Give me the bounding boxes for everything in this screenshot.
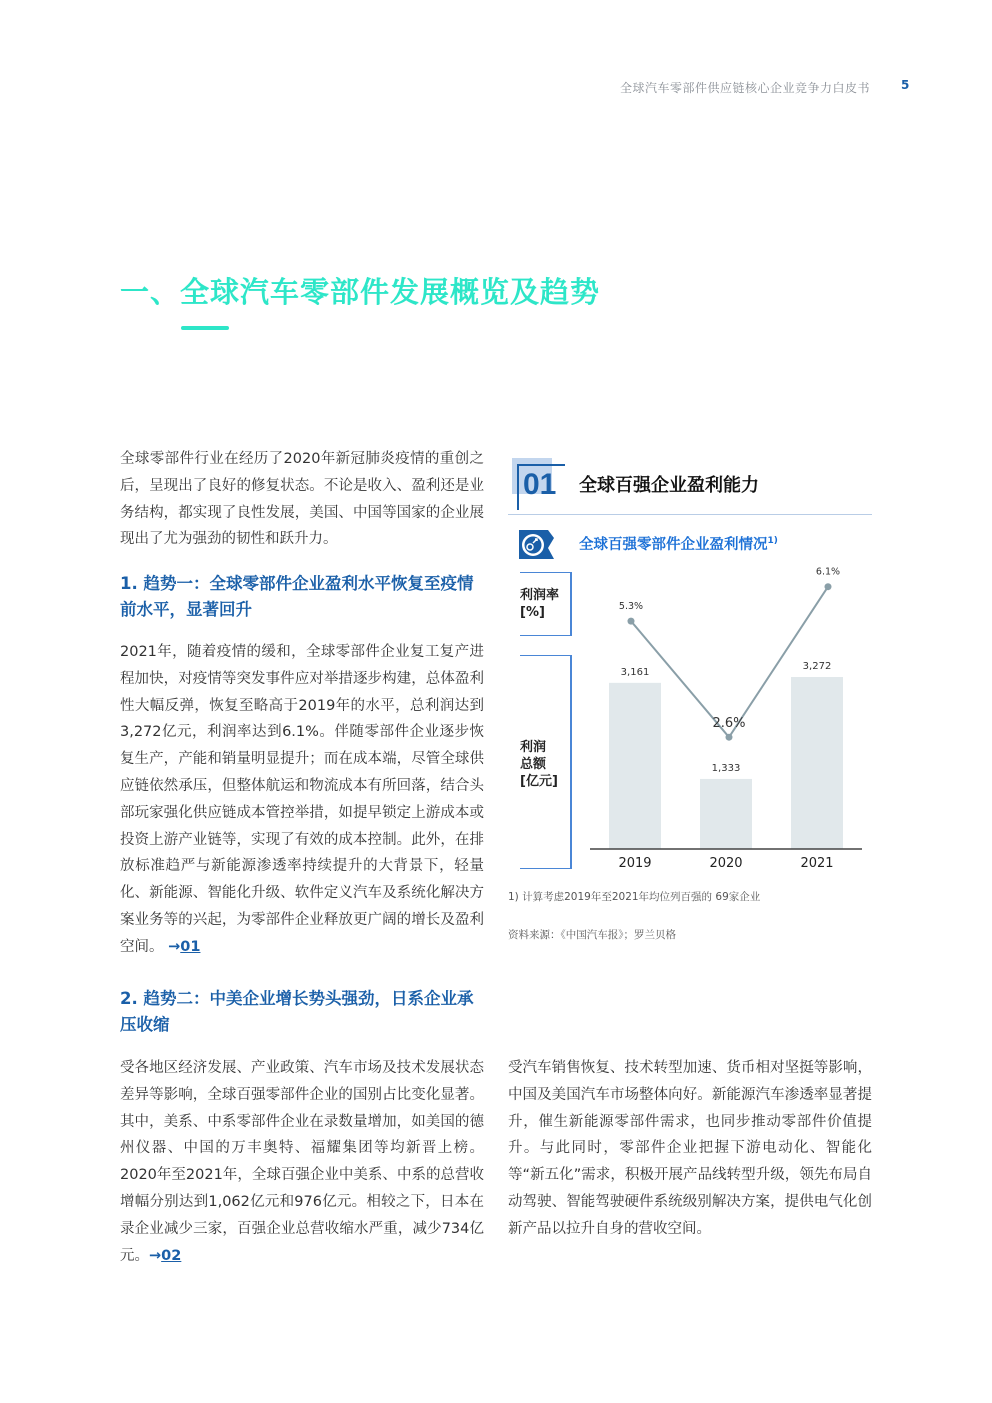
bar-label-2021: 3,272 (802, 661, 832, 672)
profit-chart (590, 560, 870, 875)
title-underline (181, 326, 229, 330)
document-title: 全球汽车零部件供应链核心企业竞争力白皮书 (619, 81, 870, 95)
page-number: 5 (901, 78, 910, 92)
rate-label-2020: 2.6% (712, 716, 746, 732)
x-tick-2020: 2020 (709, 856, 743, 871)
x-tick-2021: 2021 (800, 856, 834, 871)
rate-label-2021: 6.1% (815, 566, 841, 578)
section-title: 全球百强企业盈利能力 (579, 475, 759, 496)
trend2-text: 受各地区经济发展、产业政策、汽车市场及技术发展状态差异等影响，全球百强零部件企业的国别占比变化显著。其中，美系、中系零部件企业在录数量增加，如美国的德州仪器、中国的万丰奥特、福耀集团等均新晋上榜。2020年至2021年，全球百强企业中美系、中系的总营收增幅分别达到1,062亿元和976亿元。相较之下，日本在录企业减少三家，百强企业总营收缩水严重，减少734亿元。 (120, 1060, 484, 1264)
rate-label-2019: 5.3% (618, 601, 644, 613)
link-01-label: 01 (180, 938, 201, 955)
section-number: 01 (523, 468, 557, 501)
y-label-rate-text: 利润率[%] (520, 588, 560, 620)
right-paragraph: 受汽车销售恢复、技术转型加速、货币相对坚挺等影响，中国及美国汽车市场整体向好。新能源汽车渗透率显著提升，催生新能源零部件需求，也同步推动零部件价值提升。与此同时，零部件企业把握下游电动化、智能化等“新五化”需求，积极开展产品线转型升级，领先布局自动驾驶、智能驾驶硬件系统级别解决方案，提供电气化创新产品以拉升自身的营收空间。 (508, 1060, 872, 1237)
y-label-rate (520, 572, 572, 636)
arrow-right-icon: → (168, 938, 181, 955)
trend1-paragraph (120, 639, 484, 961)
link-01[interactable] (168, 939, 200, 955)
chart-source: 资料来源：《中国汽车报》；罗兰贝格 (508, 929, 676, 941)
arrow-right-icon: → (149, 1247, 162, 1264)
chart-footnote: 1) 计算考虑2019年至2021年均位列百强的 69家企业 (508, 891, 761, 903)
y-label-profit-line3: [亿元] (520, 774, 558, 789)
section-divider (508, 514, 872, 515)
trend2-heading: 2. 趋势二：中美企业增长势头强劲，日系企业承压收缩 (120, 989, 474, 1034)
chart-folder-icon (518, 528, 556, 560)
chart-title (579, 533, 778, 554)
bar-2019 (609, 683, 661, 849)
bar-2021 (791, 677, 843, 849)
link-02[interactable] (149, 1248, 181, 1264)
rate-point-2020 (726, 734, 733, 741)
chart-title-footnote-ref: 1) (767, 536, 778, 547)
x-tick-2019: 2019 (618, 856, 652, 871)
trend2-paragraph (120, 1055, 484, 1269)
intro-paragraph: 全球零部件行业在经历了2020年新冠肺炎疫情的重创之后，呈现出了良好的修复状态。不论是收入、盈利还是业务结构，都实现了良性发展，美国、中国等国家的企业展现出了尤为强劲的韧性和跃升力。 (120, 451, 484, 548)
trend1-text: 2021年，随着疫情的缓和，全球零部件企业复工复产进程加快，对疫情等突发事件应对举措逐步构建，总体盈利性大幅反弹，恢复至略高于2019年的水平，总利润达到3,272亿元，利润率达到6.1%。伴随零部件企业逐步恢复生产，产能和销量明显提升；而在成本端，尽管全球供应链依然承压，但整体航运和物流成本有所回落，结合头部玩家强化供应链成本管控举措，如提早锁定上游成本或投资上游产业链等，实现了有效的成本控制。此外，在排放标准趋严与新能源渗透率持续提升的大背景下，轻量化、新能源、智能化升级、软件定义汽车及系统化解决方案业务等的兴起，为零部件企业释放更广阔的增长及盈利空间。 (120, 644, 484, 955)
y-label-profit (520, 655, 572, 869)
rate-point-2019 (628, 618, 635, 625)
rate-point-2021 (825, 583, 832, 590)
bar-label-2020: 1,333 (711, 762, 741, 774)
chart-title-text: 全球百强零部件企业盈利情况 (579, 537, 768, 553)
section-number-badge (512, 458, 564, 508)
y-label-profit-line2: 总额 (520, 757, 547, 772)
y-label-profit-line1: 利润 (520, 740, 547, 755)
chapter-title: 一、全球汽车零部件发展概览及趋势 (120, 275, 601, 309)
link-02-label: 02 (161, 1247, 182, 1264)
bar-label-2019: 3,161 (620, 666, 650, 678)
trend1-heading: 1. 趋势一：全球零部件企业盈利水平恢复至疫情前水平，显著回升 (120, 574, 474, 619)
bar-2020 (700, 779, 752, 849)
